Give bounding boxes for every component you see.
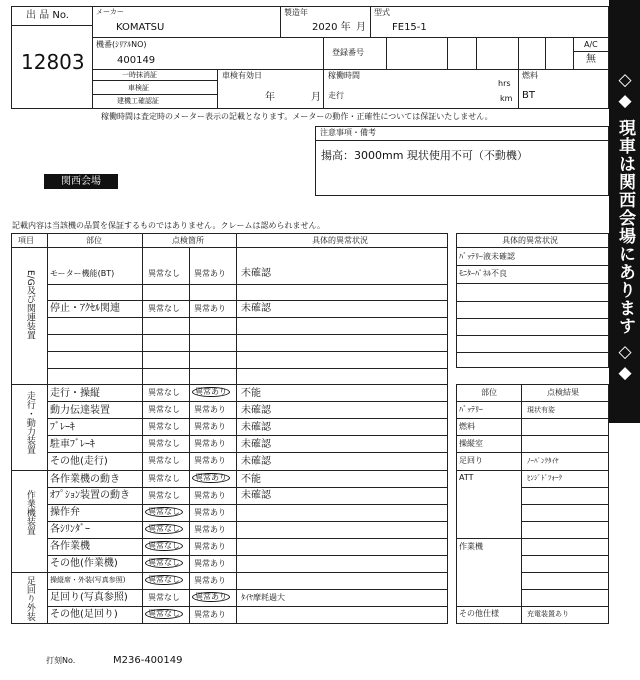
- row-detail: 未確認: [241, 422, 271, 433]
- row-part: 各作業機: [50, 541, 90, 552]
- year-label: 製造年: [284, 8, 308, 17]
- ok-mark: 異常なし: [148, 269, 180, 278]
- row-part: モーター機能(BT): [50, 269, 115, 278]
- ok-mark: 異常なし: [148, 304, 180, 313]
- hrs-unit: hrs: [498, 79, 511, 88]
- ok-mark: 異常なし: [148, 491, 180, 500]
- side-banner-text: ◇◆ 現車は関西会場にあります ◇◆: [615, 70, 635, 384]
- right-detail-line: ﾊﾞｯﾃﾘｰ液未確認: [459, 252, 515, 261]
- km-unit: km: [500, 94, 513, 103]
- ng-mark: 異常あり: [194, 304, 226, 313]
- stamp-value: M236-400149: [113, 655, 183, 666]
- registration-label: 登録番号: [332, 48, 364, 57]
- ok-mark: 異常なし: [148, 456, 180, 465]
- venue-tag: 関西会場: [44, 174, 118, 189]
- row-detail: 不能: [241, 474, 261, 485]
- results-header-part: 部位: [481, 388, 497, 397]
- ok-mark: 異常なし: [148, 439, 180, 448]
- maker-value: KOMATSU: [116, 22, 165, 33]
- row-part: その他(作業機): [50, 558, 118, 569]
- result-value: ﾋﾝｼﾞﾄﾞﾌｫｰｸ: [527, 474, 562, 482]
- fuel-label: 燃料: [522, 71, 538, 80]
- ng-mark: 異常あり: [194, 610, 226, 619]
- results-header-result: 点検結果: [547, 388, 579, 397]
- ng-mark: 異常あり: [194, 508, 226, 517]
- group-travel: 走行・動力装置: [24, 391, 35, 454]
- row-detail: 未確認: [241, 268, 271, 279]
- result-value: 現状有姿: [527, 406, 555, 414]
- ok-mark-circled: 異常なし: [145, 507, 183, 517]
- row-detail: 未確認: [241, 490, 271, 501]
- row-part: 各ｼﾘﾝﾀﾞｰ: [50, 524, 90, 535]
- ok-mark-circled: 異常なし: [145, 524, 183, 534]
- ok-mark-circled: 異常なし: [145, 575, 183, 585]
- lot-number: 12803: [21, 50, 85, 74]
- ok-mark-circled: 異常なし: [145, 541, 183, 551]
- ng-mark: 異常あり: [194, 405, 226, 414]
- row-part: その他(足回り): [50, 609, 118, 620]
- row-detail: 不能: [241, 388, 261, 399]
- remarks-label: 注意事項・備考: [320, 128, 376, 137]
- hours-notice: 稼働時間は査定時のメーター表示の記載となります。メーターの動作・正確性については保証いたしません。: [101, 112, 493, 121]
- ok-mark: 異常なし: [148, 405, 180, 414]
- row-part: 各作業機の動き: [50, 474, 120, 485]
- header-point: 点検箇所: [172, 236, 204, 245]
- group-engine: E/G及び関連装置: [24, 270, 35, 340]
- inspection-month-unit: 月: [311, 92, 321, 103]
- ng-mark: 異常あり: [194, 491, 226, 500]
- lot-label: 出 品 No.: [26, 10, 69, 21]
- ng-mark: 異常あり: [194, 456, 226, 465]
- header-item: 項目: [18, 236, 34, 245]
- temp-permit-label: 一時抹消証: [122, 71, 157, 79]
- ok-mark-circled: 異常なし: [145, 558, 183, 568]
- row-detail: 未確認: [241, 439, 271, 450]
- row-detail: 未確認: [241, 303, 271, 314]
- inspection-year-unit: 年: [265, 92, 275, 103]
- result-part: 作業機: [459, 542, 483, 551]
- row-detail: ﾀｲﾔ摩耗過大: [241, 593, 285, 602]
- side-banner: [609, 0, 640, 423]
- disclaimer: 記載内容は当該機の品質を保証するものではありません。クレームは認められません。: [12, 221, 325, 230]
- ng-mark: 異常あり: [194, 269, 226, 278]
- ng-mark: 異常あり: [194, 422, 226, 431]
- ok-mark: 異常なし: [148, 474, 180, 483]
- ng-mark-circled: 異常あり: [192, 387, 230, 397]
- serial-value: 400149: [117, 55, 156, 66]
- model-label: 型式: [374, 8, 390, 17]
- result-value: ﾉｰﾊﾟﾝｸﾀｲﾔ: [527, 457, 559, 465]
- ok-mark-circled: 異常なし: [145, 609, 183, 619]
- hours-label: 稼働時間: [328, 71, 360, 80]
- row-part: 駐車ﾌﾞﾚｰｷ: [50, 439, 95, 450]
- serial-label: 機番(ｼﾘｱﾙNO): [96, 40, 147, 49]
- ng-mark: 異常あり: [194, 559, 226, 568]
- construction-cert-label: 建機工確認証: [117, 97, 159, 105]
- result-part: 操縦室: [459, 439, 483, 448]
- result-part: 燃料: [459, 422, 475, 431]
- ng-mark: 異常あり: [194, 576, 226, 585]
- ng-mark-circled: 異常あり: [192, 473, 230, 483]
- month-unit: 月: [356, 22, 366, 33]
- inspection-valid-label: 車検有効日: [222, 71, 262, 80]
- result-part: ﾊﾞｯﾃﾘｰ: [459, 405, 483, 414]
- ac-value: 無: [586, 54, 596, 65]
- ok-mark: 異常なし: [148, 388, 180, 397]
- result-value: 充電装置あり: [527, 610, 569, 618]
- remarks-text: 揚高：3000mm 現状使用不可（不動機）: [321, 149, 528, 162]
- row-part: 操作弁: [50, 507, 80, 518]
- ac-label: A/C: [584, 40, 598, 49]
- ok-mark: 異常なし: [148, 422, 180, 431]
- inspection-cert-label: 車検証: [128, 84, 149, 92]
- right-detail-line: ﾓﾆﾀｰﾊﾟﾈﾙ不良: [459, 269, 507, 278]
- group-work: 作業機装置: [24, 490, 35, 535]
- row-detail: 未確認: [241, 405, 271, 416]
- row-part: ﾌﾞﾚｰｷ: [50, 422, 75, 433]
- header-part: 部位: [86, 236, 102, 245]
- ng-mark: 異常あり: [194, 542, 226, 551]
- ok-mark: 異常なし: [148, 593, 180, 602]
- row-part: 操縦席・外装(写真参照): [50, 576, 126, 584]
- row-part: 足回り(写真参照): [50, 592, 128, 603]
- result-part: その他仕様: [459, 609, 499, 618]
- right-detail-header: 具体的異常状況: [502, 236, 558, 245]
- model-value: FE15-1: [392, 22, 427, 33]
- ng-mark: 異常あり: [194, 439, 226, 448]
- header-detail: 具体的異常状況: [312, 236, 368, 245]
- result-part: ATT: [459, 473, 474, 482]
- row-part: 停止・ｱｸｾﾙ関連: [50, 303, 120, 314]
- fuel-value: BT: [522, 90, 535, 101]
- row-part: その他(走行): [50, 456, 108, 467]
- row-part: ｵﾌﾟｼｮﾝ装置の動き: [50, 490, 130, 501]
- group-undercarriage: 足回り外装: [24, 576, 35, 621]
- row-detail: 未確認: [241, 456, 271, 467]
- ng-mark-circled: 異常あり: [192, 592, 230, 602]
- row-part: 動力伝達装置: [50, 405, 110, 416]
- stamp-label: 打刻No.: [46, 656, 76, 665]
- result-part: 足回り: [459, 456, 483, 465]
- run-label: 走行: [328, 91, 344, 100]
- maker-label: メーカー: [96, 8, 124, 16]
- row-part: 走行・操縦: [50, 388, 100, 399]
- ng-mark: 異常あり: [194, 525, 226, 534]
- year-value: 2020 年: [312, 22, 351, 33]
